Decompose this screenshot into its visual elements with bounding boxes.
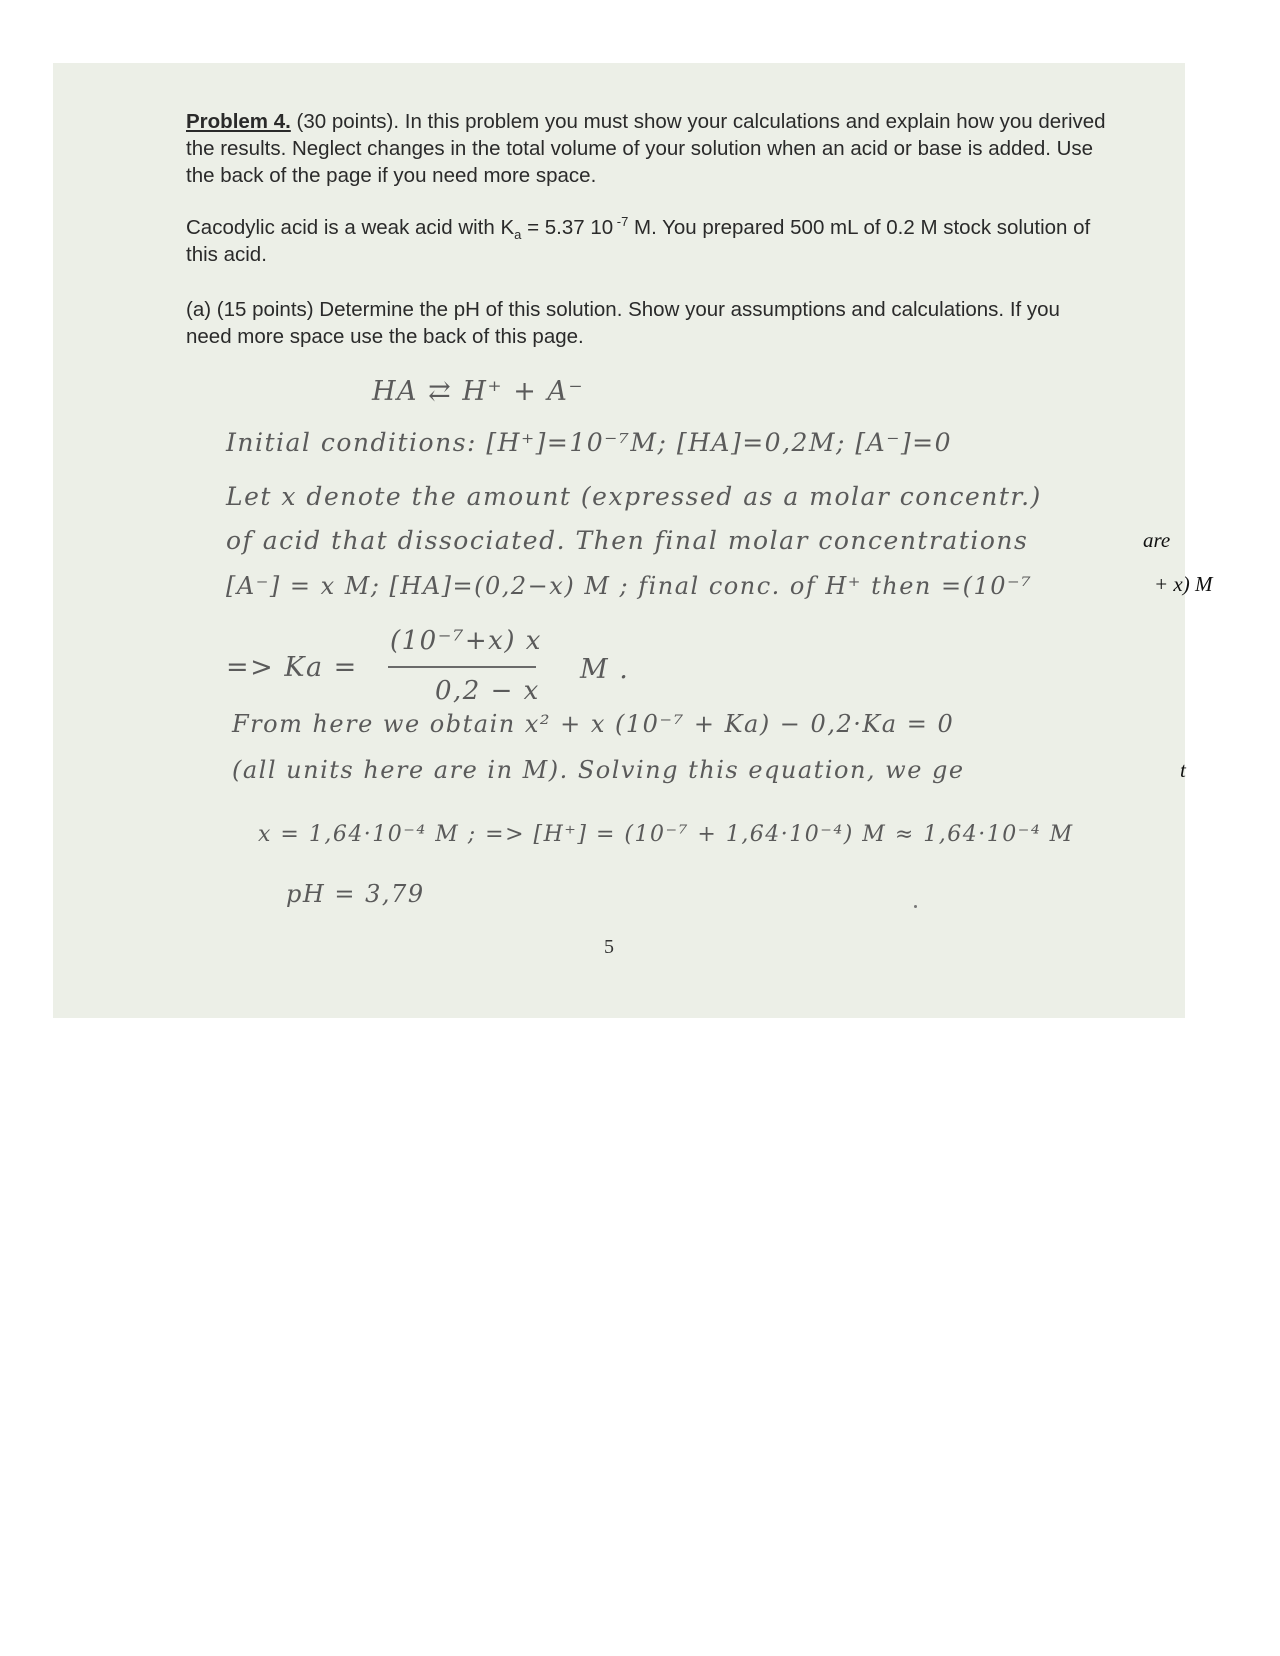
ka-numerator: (10⁻⁷+x) x: [390, 626, 542, 656]
handwritten-line-8: (all units here are in M). Solving this equation, we ge: [232, 756, 965, 784]
stray-mark: [914, 905, 917, 908]
reaction-equation: HA ⇄ H⁺ + A⁻: [372, 376, 585, 407]
ka-lhs: => Ka =: [226, 652, 358, 683]
handwritten-line-5: [A⁻] = x M; [HA]=(0,2−x) M ; final conc. of H⁺ then =(10⁻⁷: [226, 572, 1033, 600]
handwritten-line-3: Let x denote the amount (expressed as a molar concentr.): [226, 482, 1042, 511]
problem-intro: [186, 108, 1106, 189]
typed-addition-xm: + x) M: [1154, 572, 1213, 596]
part-a-question: (a) (15 points) Determine the pH of this solution. Show your assumptions and calculations. If you need more space use the back of this page.: [186, 298, 1060, 348]
quadratic-equation: From here we obtain x² + x (10⁻⁷ + Ka) − 0,2·Ka = 0: [232, 710, 955, 738]
handwritten-line-4: of acid that dissociated. Then final molar concentrations: [226, 526, 1029, 555]
fraction-bar: [388, 666, 536, 668]
typed-addition-are: are: [1143, 528, 1171, 552]
problem-intro-text: (30 points). In this problem you must show your calculations and explain how you derived the results. Neglect changes in the total volume of your solution when an acid or base is added. Use the back of the page if you need more space.: [186, 110, 1106, 187]
problem-heading: Problem 4.: [186, 110, 291, 133]
ph-result: pH = 3,79: [286, 880, 425, 908]
typed-addition-t: t: [1180, 758, 1186, 782]
problem-statement: Cacodylic acid is a weak acid with $K_a = 5.37$ 10 $^{-7}$ M. You prepared 500 mL of 0.2 M stock solution of this acid.: [186, 214, 1091, 266]
solution-x: x = 1,64·10⁻⁴ M ; => [H⁺] = (10⁻⁷ + 1,64·10⁻⁴) M ≈ 1,64·10⁻⁴ M: [258, 822, 1074, 847]
ka-denominator: 0,2 − x: [435, 676, 540, 706]
ka-unit: M .: [580, 654, 630, 685]
page-number: 5: [604, 936, 614, 958]
initial-conditions: Initial conditions: [H⁺]=10⁻⁷M; [HA]=0,2M; [A⁻]=0: [226, 428, 953, 457]
